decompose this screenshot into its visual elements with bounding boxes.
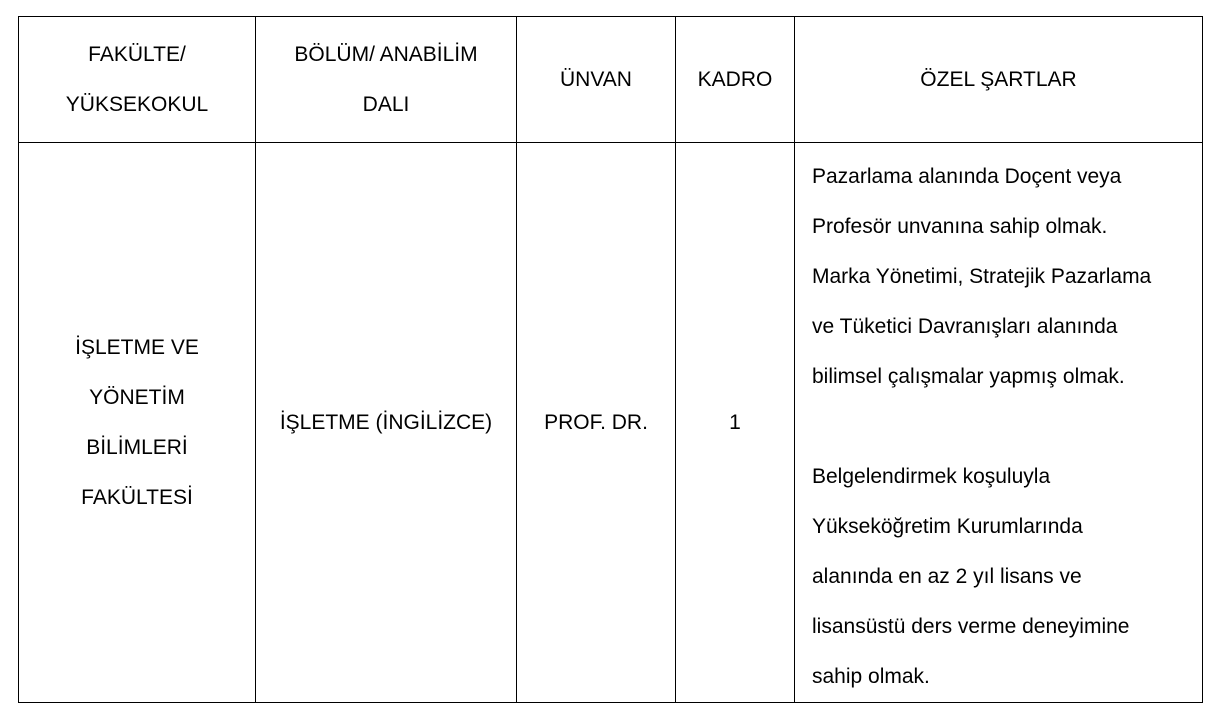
quota-cell: 1 [676,143,795,703]
header-department: BÖLÜM/ ANABİLİM DALI [256,17,517,143]
header-quota: KADRO [676,17,795,143]
condition-line: lisansüstü ders verme deneyimine [812,615,1130,638]
condition-line: Profesör unvanına sahip olmak. [812,215,1108,238]
condition-line: sahip olmak. [812,665,930,688]
condition-line: Belgelendirmek koşuluyla [812,465,1051,488]
table-row [19,143,1203,703]
condition-line: Pazarlama alanında Doçent veya [812,165,1122,188]
header-row [19,17,1203,143]
faculty-cell: İŞLETME VE YÖNETİM BİLİMLERİ FAKÜLTESİ [19,143,256,703]
position-table [18,16,1203,703]
header-faculty: FAKÜLTE/ YÜKSEKOKUL [19,17,256,143]
conditions-cell [795,143,1203,703]
condition-line: Yükseköğretim Kurumlarında [812,515,1083,538]
header-title: ÜNVAN [517,17,676,143]
condition-line: alanında en az 2 yıl lisans ve [812,565,1082,588]
header-conditions: ÖZEL ŞARTLAR [795,17,1203,143]
department-cell: İŞLETME (İNGİLİZCE) [256,143,517,703]
condition-line: Marka Yönetimi, Stratejik Pazarlama [812,265,1152,288]
title-cell: PROF. DR. [517,143,676,703]
condition-line: ve Tüketici Davranışları alanında [812,315,1118,338]
paragraph-gap [812,402,1184,452]
condition-line: bilimsel çalışmalar yapmış olmak. [812,365,1125,388]
